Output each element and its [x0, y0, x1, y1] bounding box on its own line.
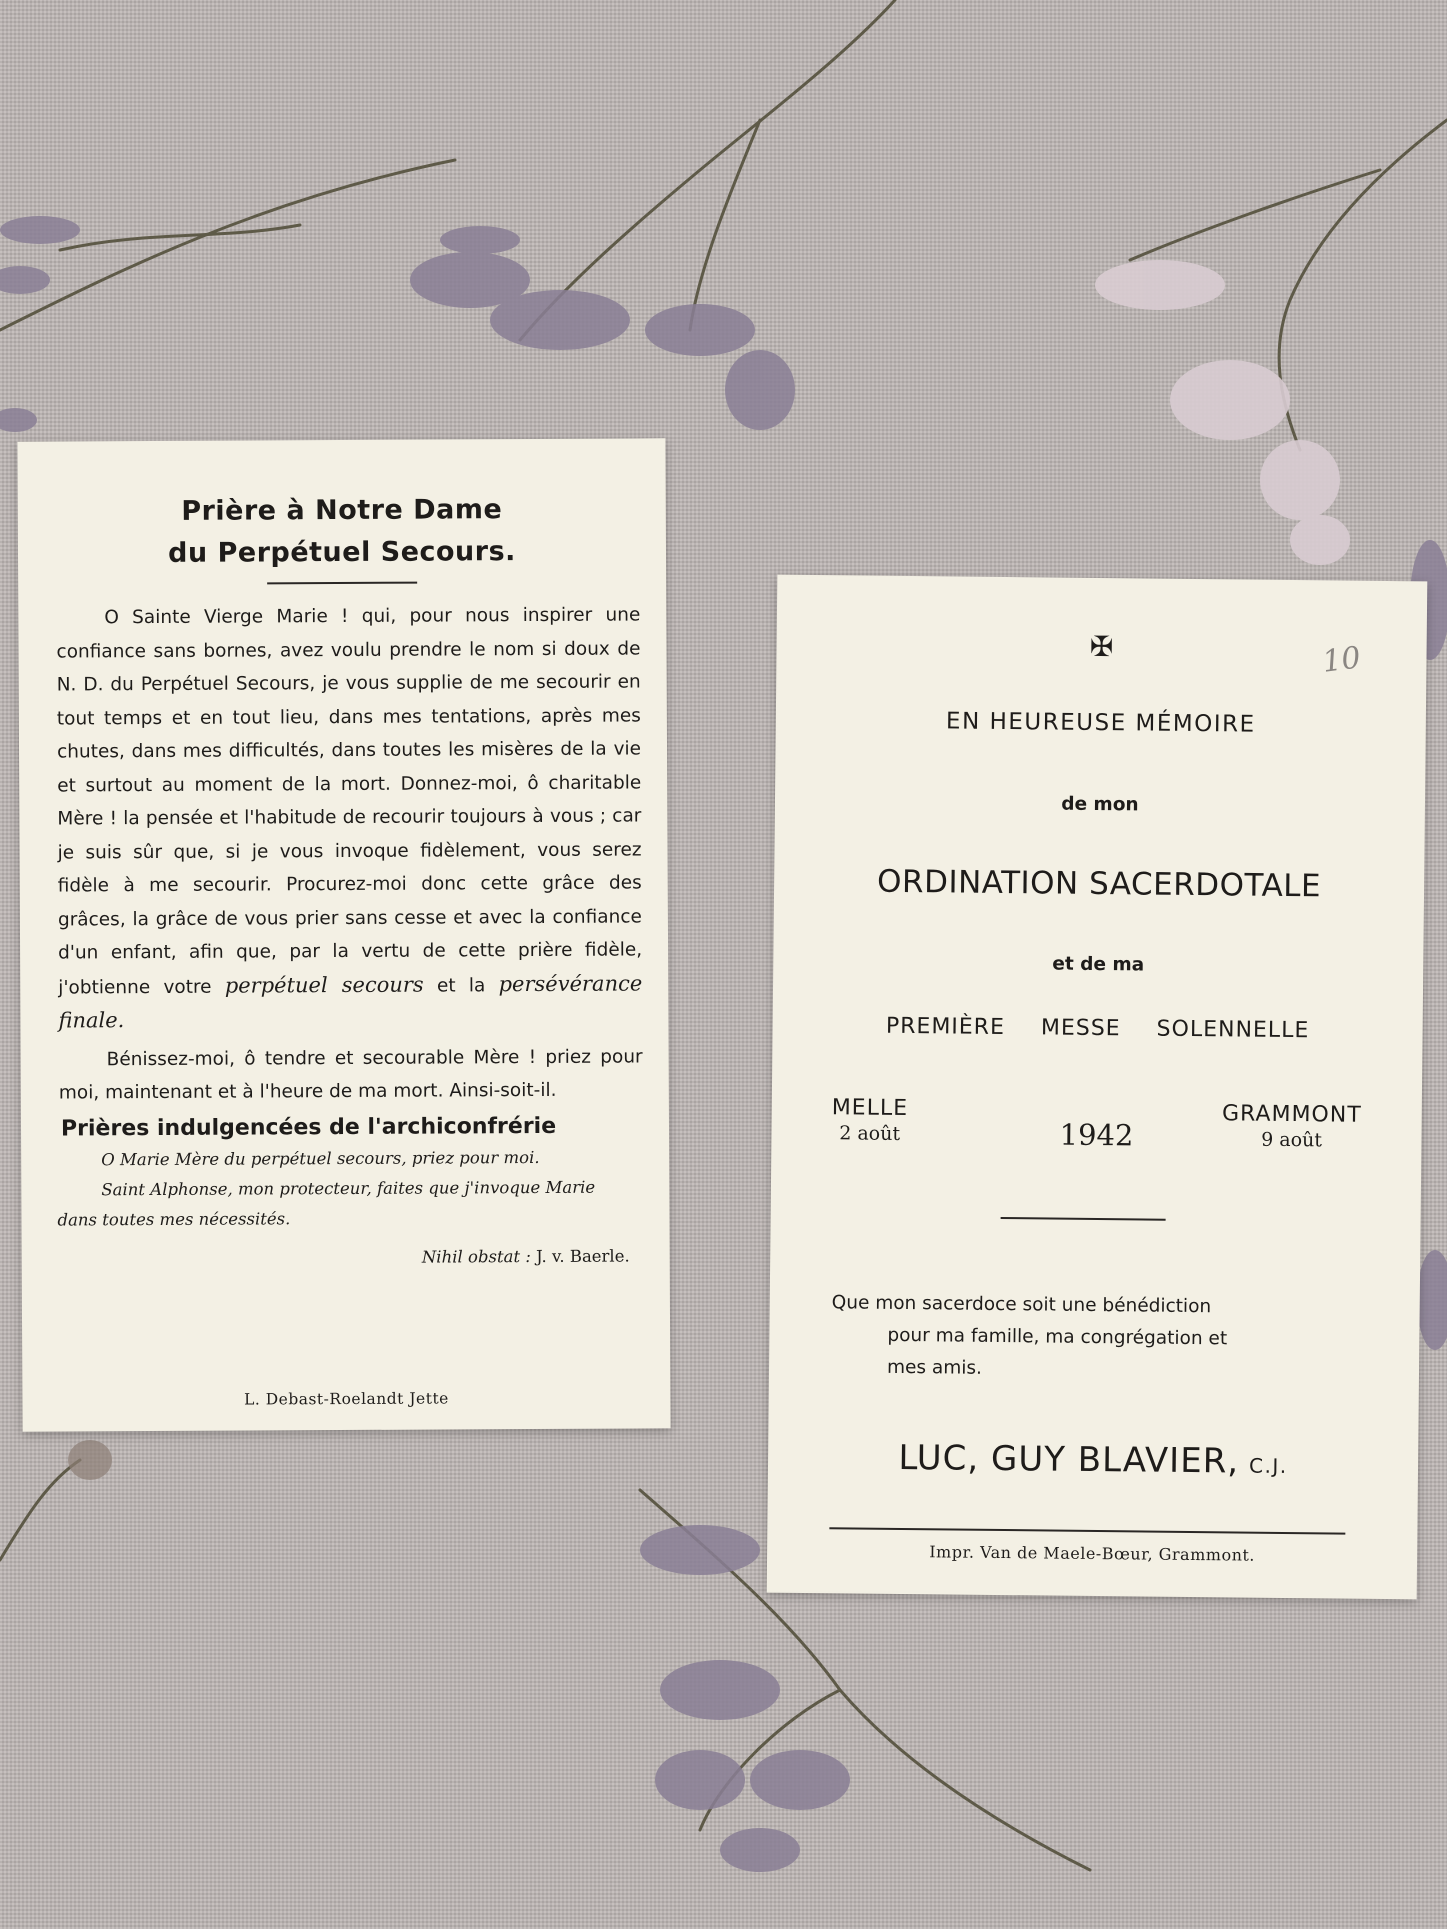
date-grammont: 9 août	[1261, 1128, 1323, 1152]
blessing-text	[831, 1287, 1350, 1388]
memorial-connector-2: et de ma	[1052, 953, 1145, 976]
priest-name	[768, 1437, 1418, 1484]
nihil-obstat	[22, 1246, 670, 1268]
place-grammont: GRAMMONT	[1221, 1101, 1362, 1128]
first-mass-title: PREMIÈRE MESSE SOLENNELLE	[885, 1013, 1310, 1044]
title-divider	[267, 582, 417, 585]
prayer-conjunction: et la	[436, 974, 486, 997]
memorial-connector-1: de mon	[1061, 793, 1139, 816]
indulgence-line-3: dans toutes mes nécessités.	[57, 1208, 291, 1230]
prayer-card	[17, 438, 670, 1431]
ordination-title: ORDINATION SACERDOTALE	[876, 863, 1322, 905]
indulgence-prayers	[21, 1138, 669, 1235]
prayer-italic-2: persévérance finale.	[58, 970, 643, 1033]
year: 1942	[1059, 1117, 1134, 1153]
nihil-obstat-label: Nihil obstat :	[421, 1246, 531, 1267]
date-melle: 2 août	[839, 1122, 901, 1145]
indulgence-heading: Prières indulgencées de l'archiconfrérie	[60, 1113, 557, 1141]
prayer-text: O Sainte Vierge Marie ! qui, pour nous inspirer une confiance sans bornes, avez voulu prendre le nom si doux de N. D. du Perpétuel Secours, je vous supplie de me secourir en tout temps et en tout lieu, dans mes tentations, après mes chutes, dans mes difficultés, dans toutes les misères de la vie et surtout au moment de la mort. Donnez-moi, ô charitable Mère ! la pensée et l'habitude de recourir toujours à vous ; car je suis sûr que, si je vous invoque fidèlement, vous serez fidèle à me secourir. Procurez-moi donc cette grâce des grâces, la grâce de vous prier sans cesse et avec la confiance d'un enfant, afin que, par la vertu de cette prière fidèle, j'obtienne votre	[56, 604, 643, 998]
priest-name-text: LUC, GUY BLAVIER,	[898, 1437, 1240, 1482]
bottom-divider	[829, 1527, 1345, 1534]
ordination-card	[767, 575, 1428, 1600]
blessing-line-2: pour ma famille, ma congrégation et	[887, 1324, 1228, 1350]
center-divider	[1001, 1217, 1166, 1221]
prayer-title	[18, 488, 666, 575]
blessing-line-1: Que mon sacerdoce soit une bénédiction	[831, 1292, 1212, 1318]
prayer-italic-1: perpétuel secours	[224, 972, 424, 998]
place-melle: MELLE	[831, 1095, 909, 1122]
prayer-paragraph-2: Bénissez-moi, ô tendre et secourable Mère ! priez pour moi, maintenant et à l'heure de ma mort. Ainsi-soit-il.	[58, 1045, 643, 1104]
nihil-obstat-name: J. v. Baerle.	[536, 1246, 630, 1266]
title-line-1: Prière à Notre Dame	[181, 494, 503, 527]
prayer-paragraph-1	[56, 598, 642, 1039]
handwritten-number: 10	[1320, 640, 1363, 680]
indulgence-line-1: O Marie Mère du perpétuel secours, priez pour moi.	[101, 1147, 540, 1169]
cross-icon: ✠	[1089, 629, 1114, 664]
second-place-block	[1222, 1101, 1362, 1151]
blessing-line-3: mes amis.	[886, 1356, 983, 1379]
congregation-suffix: C.J.	[1248, 1453, 1288, 1479]
indulgence-line-2: Saint Alphonse, mon protecteur, faites que j'invoque Marie	[101, 1177, 596, 1199]
title-line-2: du Perpétuel Secours.	[168, 536, 516, 569]
memorial-heading: EN HEUREUSE MÉMOIRE	[945, 708, 1256, 738]
prayer-body	[18, 598, 669, 1110]
printer-imprint: L. Debast-Roelandt Jette	[243, 1389, 449, 1409]
printer-imprint-right: Impr. Van de Maele-Bœur, Grammont.	[929, 1542, 1256, 1565]
